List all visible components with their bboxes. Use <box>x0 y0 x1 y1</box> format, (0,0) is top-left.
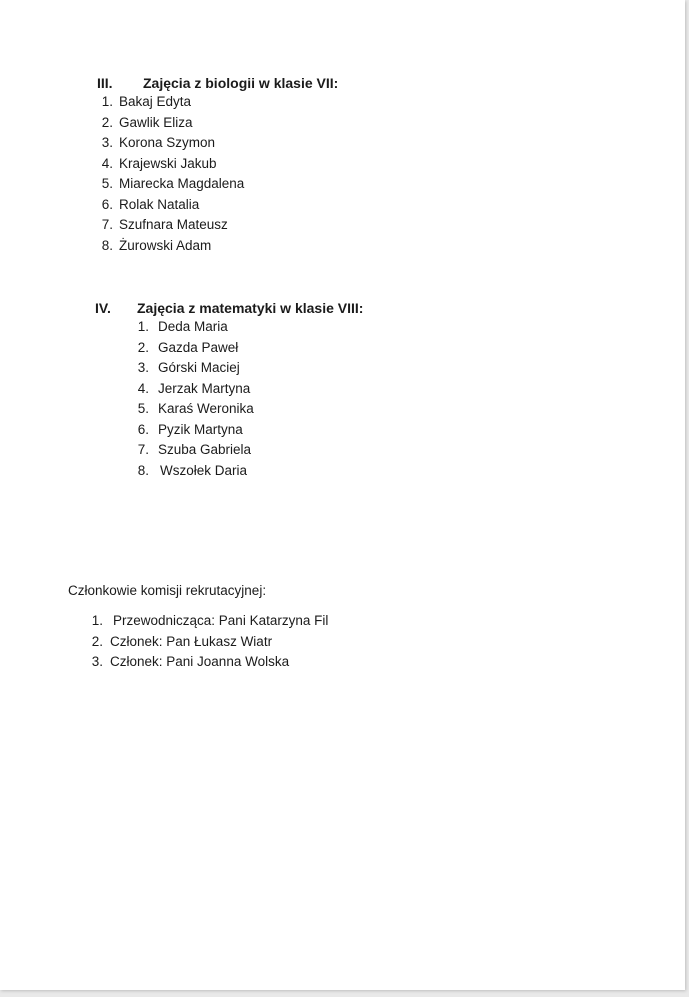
list-item: 7. Szuba Gabriela <box>137 442 252 457</box>
list-item: 3. Członek: Pani Joanna Wolska <box>91 654 290 669</box>
list-item: 3. Górski Maciej <box>137 360 240 375</box>
list-item: 7. Szufnara Mateusz <box>101 217 228 232</box>
list-item: 6. Rolak Natalia <box>101 196 200 212</box>
list-item: 3. Korona Szymon <box>101 135 216 150</box>
committee-member-list <box>85 611 405 673</box>
list-item: 2. Gawlik Eliza <box>101 114 193 130</box>
list-item: 1. Przewodnicząca: Pani Katarzyna Fil <box>91 613 329 628</box>
list-item: 4. Jerzak Martyna <box>137 380 251 396</box>
list-item: 5. Miarecka Magdalena <box>101 176 245 191</box>
list-item: 2. Członek: Pan Łukasz Wiatr <box>91 633 273 649</box>
list-item: 2. Gazda Paweł <box>137 339 239 355</box>
biology-student-list <box>95 92 355 256</box>
list-item: 1. Bakaj Edyta <box>101 94 192 109</box>
committee-heading: Członkowie komisji rekrutacyjnej: <box>68 583 267 598</box>
list-item: 6. Pyzik Martyna <box>137 421 243 437</box>
list-item: 8. Żurowski Adam <box>101 237 212 253</box>
section-iv-title: Zajęcia z matematyki w klasie VIII: <box>137 300 364 316</box>
list-item: 4. Krajewski Jakub <box>101 155 217 171</box>
section-iii-heading <box>97 74 357 92</box>
section-iii-numeral: III. <box>97 75 113 91</box>
list-item: 5. Karaś Weronika <box>137 401 254 416</box>
section-iv-numeral: IV. <box>95 300 111 316</box>
section-iv-heading <box>95 299 375 317</box>
list-item: 1. Deda Maria <box>137 319 228 334</box>
section-iii-title: Zajęcia z biologii w klasie VII: <box>143 75 339 91</box>
list-item: 8. Wszołek Daria <box>137 462 248 478</box>
math-student-list <box>131 317 391 481</box>
